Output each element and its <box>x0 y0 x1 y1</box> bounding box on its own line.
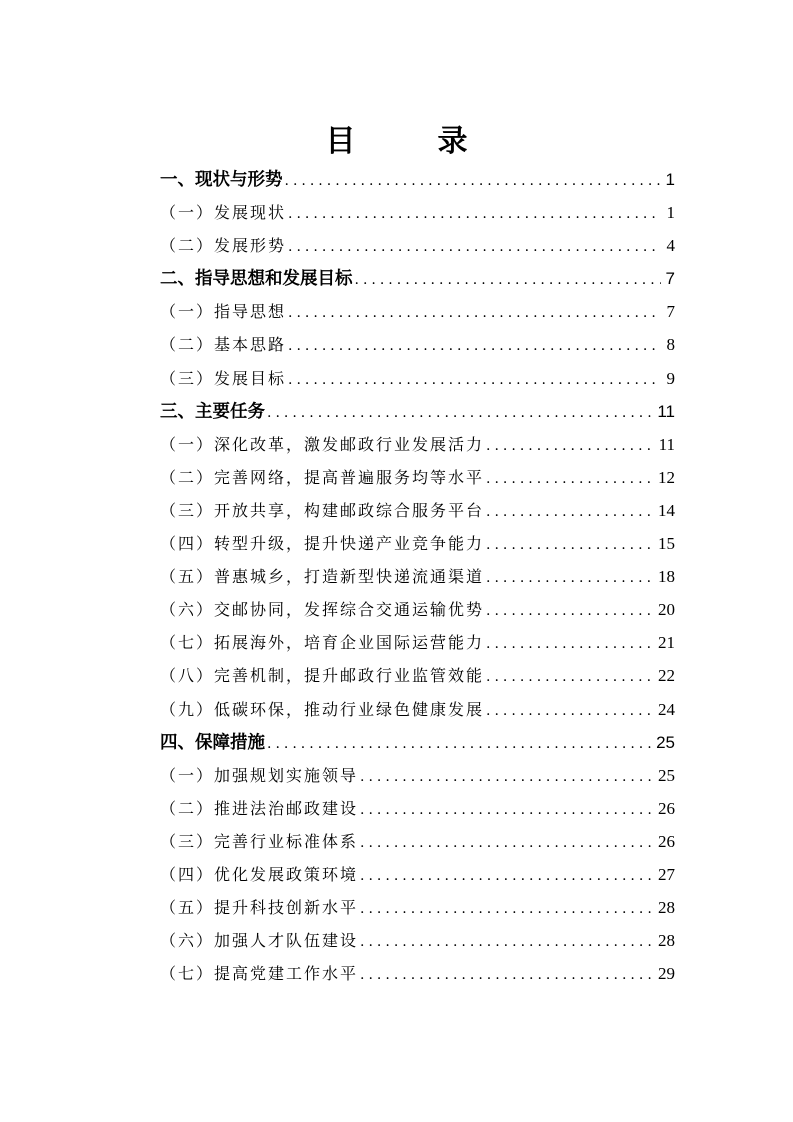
toc-entry-page-number: 26 <box>658 831 675 851</box>
toc-subsection-entry[interactable] <box>160 891 675 924</box>
dot-leader <box>486 595 654 628</box>
toc-subsection-entry[interactable] <box>160 759 675 792</box>
toc-entry-title: （六）加强人才队伍建设 <box>160 931 359 951</box>
toc-subsection-entry[interactable] <box>160 659 675 692</box>
dot-leader <box>360 959 654 992</box>
toc-subsection-entry[interactable] <box>160 560 675 593</box>
toc-entry-title: （三）完善行业标准体系 <box>160 831 359 851</box>
dot-leader <box>267 728 652 761</box>
toc-entry-page-number: 1 <box>665 170 675 189</box>
dot-leader <box>288 198 661 231</box>
toc-subsection-entry[interactable] <box>160 527 675 560</box>
toc-entry-title: （二）完善网络，提高普遍服务均等水平 <box>160 467 485 487</box>
dot-leader <box>267 397 653 430</box>
dot-leader <box>486 628 654 661</box>
toc-section-entry[interactable] <box>160 395 675 428</box>
toc-entry-title: （一）指导思想 <box>160 302 287 322</box>
toc-entry-page-number: 15 <box>658 534 675 554</box>
toc-entry-title: 一、现状与形势 <box>160 170 283 190</box>
dot-leader <box>288 330 661 363</box>
toc-entry-page-number: 7 <box>666 302 675 322</box>
toc-entry-page-number: 11 <box>658 434 675 454</box>
toc-entry-title: （三）发展目标 <box>160 368 287 388</box>
toc-entry-title: （五）提升科技创新水平 <box>160 898 359 918</box>
toc-entry-page-number: 4 <box>666 236 675 256</box>
toc-entry-title: （五）普惠城乡，打造新型快递流通渠道 <box>160 567 485 587</box>
toc-section-entry[interactable] <box>160 262 675 295</box>
toc-entry-title: （四）转型升级，提升快递产业竞争能力 <box>160 534 485 554</box>
page-title: 目 录 <box>325 124 494 160</box>
toc-entry-title: （三）开放共享，构建邮政综合服务平台 <box>160 500 485 520</box>
dot-leader <box>355 264 662 297</box>
toc-subsection-entry[interactable] <box>160 494 675 527</box>
dot-leader <box>486 496 654 529</box>
toc-entry-title: （九）低碳环保，推动行业绿色健康发展 <box>160 699 485 719</box>
toc-entry-page-number: 12 <box>658 467 675 487</box>
toc-entry-title: 四、保障措施 <box>160 732 265 753</box>
toc-entry-title: （一）深化改革，激发邮政行业发展活力 <box>160 434 485 454</box>
toc-subsection-entry[interactable] <box>160 461 675 494</box>
dot-leader <box>288 231 661 264</box>
toc-subsection-entry[interactable] <box>160 229 675 262</box>
toc-entry-page-number: 27 <box>658 864 675 884</box>
table-of-contents <box>160 163 675 990</box>
toc-entry-page-number: 9 <box>666 368 675 388</box>
toc-subsection-entry[interactable] <box>160 362 675 395</box>
toc-entry-page-number: 8 <box>666 335 675 355</box>
toc-entry-page-number: 24 <box>658 699 675 719</box>
toc-entry-page-number: 1 <box>666 203 675 223</box>
toc-entry-title: 二、指导思想和发展目标 <box>160 269 353 290</box>
toc-entry-page-number: 28 <box>658 898 675 918</box>
dot-leader <box>288 364 661 397</box>
toc-subsection-entry[interactable] <box>160 626 675 659</box>
toc-entry-title: （二）推进法治邮政建设 <box>160 798 359 818</box>
dot-leader <box>486 430 655 463</box>
toc-subsection-entry[interactable] <box>160 196 675 229</box>
toc-subsection-entry[interactable] <box>160 792 675 825</box>
toc-subsection-entry[interactable] <box>160 957 675 990</box>
toc-entry-page-number: 26 <box>658 798 675 818</box>
dot-leader <box>360 926 654 959</box>
dot-leader <box>486 562 654 595</box>
toc-entry-page-number: 11 <box>657 401 675 421</box>
toc-subsection-entry[interactable] <box>160 924 675 957</box>
dot-leader <box>285 165 662 198</box>
toc-entry-page-number: 18 <box>658 567 675 587</box>
toc-subsection-entry[interactable] <box>160 295 675 328</box>
dot-leader <box>288 297 661 330</box>
toc-subsection-entry[interactable] <box>160 593 675 626</box>
toc-entry-title: （一）加强规划实施领导 <box>160 765 359 785</box>
toc-subsection-entry[interactable] <box>160 858 675 891</box>
dot-leader <box>360 794 654 827</box>
toc-entry-title: 三、主要任务 <box>160 401 265 422</box>
dot-leader <box>360 860 654 893</box>
toc-entry-title: （八）完善机制，提升邮政行业监管效能 <box>160 666 485 686</box>
toc-entry-page-number: 28 <box>658 931 675 951</box>
toc-entry-title: （二）发展形势 <box>160 236 287 256</box>
dot-leader <box>360 761 654 794</box>
toc-subsection-entry[interactable] <box>160 825 675 858</box>
toc-entry-title: （六）交邮协同，发挥综合交通运输优势 <box>160 600 485 620</box>
dot-leader <box>360 827 654 860</box>
toc-section-entry[interactable] <box>160 726 675 759</box>
toc-entry-title: （七）提高党建工作水平 <box>160 964 359 984</box>
toc-entry-page-number: 22 <box>658 666 675 686</box>
dot-leader <box>486 695 654 728</box>
toc-entry-page-number: 29 <box>658 964 675 984</box>
dot-leader <box>486 463 654 496</box>
toc-entry-page-number: 20 <box>658 600 675 620</box>
toc-entry-page-number: 21 <box>658 633 675 653</box>
toc-entry-page-number: 25 <box>658 765 675 785</box>
toc-entry-title: （一）发展现状 <box>160 203 287 223</box>
toc-entry-title: （七）拓展海外，培育企业国际运营能力 <box>160 633 485 653</box>
dot-leader <box>486 661 654 694</box>
toc-entry-page-number: 7 <box>665 269 675 289</box>
toc-subsection-entry[interactable] <box>160 693 675 726</box>
toc-section-entry[interactable] <box>160 163 675 196</box>
toc-entry-title: （四）优化发展政策环境 <box>160 864 359 884</box>
toc-subsection-entry[interactable] <box>160 428 675 461</box>
toc-entry-title: （二）基本思路 <box>160 335 287 355</box>
dot-leader <box>486 529 654 562</box>
toc-subsection-entry[interactable] <box>160 328 675 361</box>
toc-entry-page-number: 14 <box>658 500 675 520</box>
dot-leader <box>360 893 654 926</box>
toc-entry-page-number: 25 <box>656 732 675 752</box>
